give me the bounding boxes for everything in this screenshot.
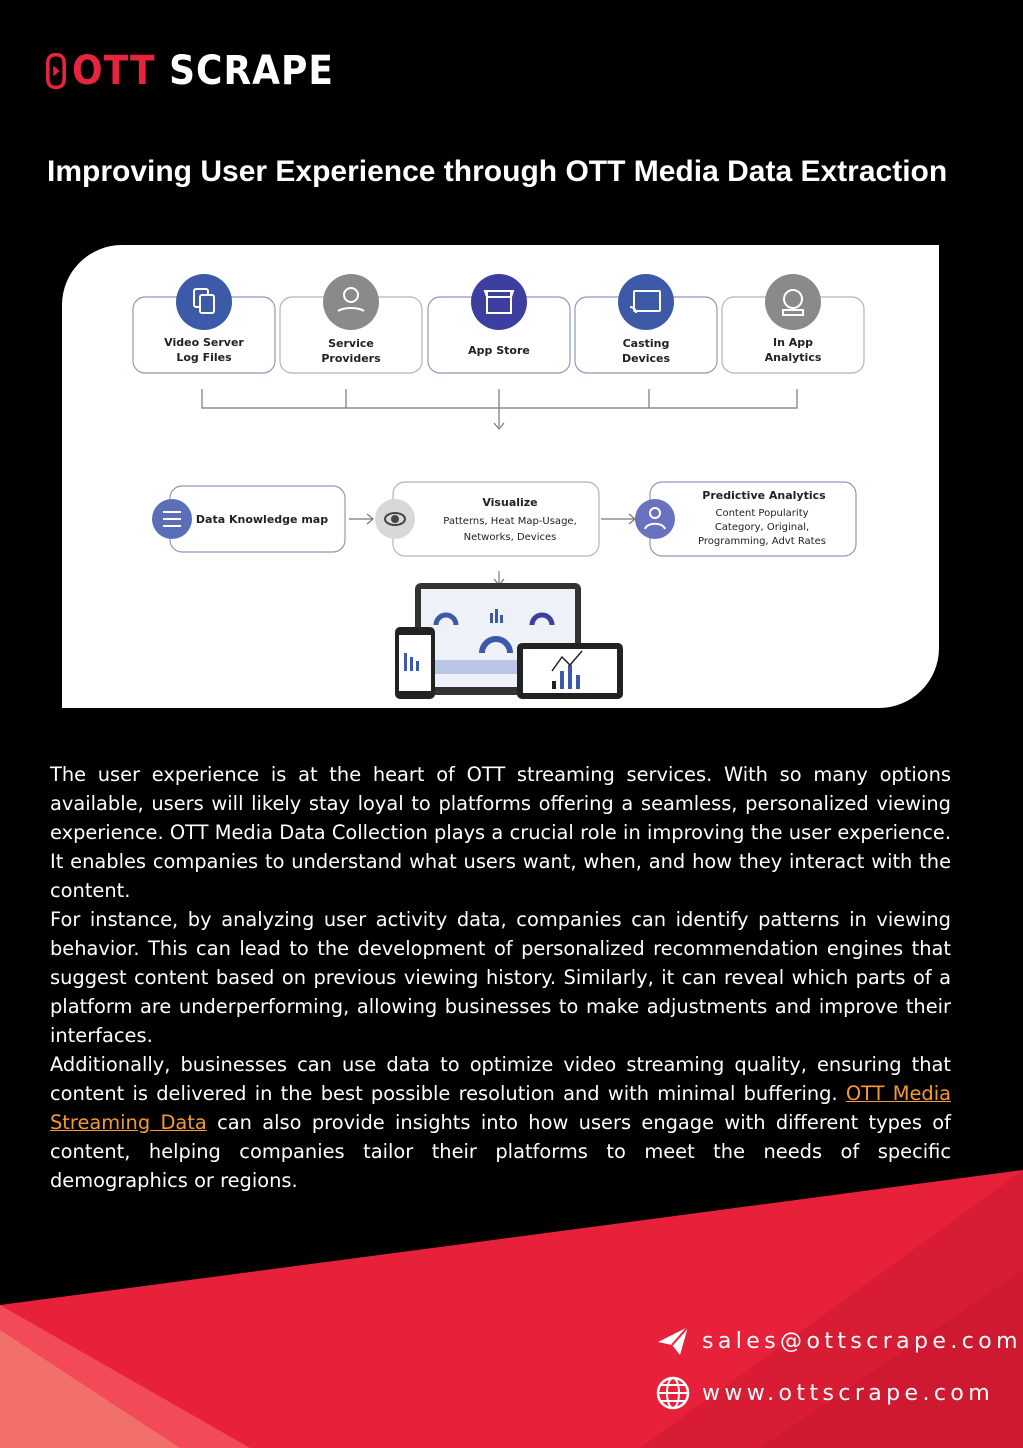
visualize-desc-line2: Networks, Devices (463, 532, 557, 543)
source-label-3-line2: Devices (621, 352, 671, 365)
source-label-4-line1: In App (772, 336, 814, 349)
source-label-1-line2: Providers (321, 352, 381, 365)
data-flow-diagram (62, 245, 939, 708)
source-label-4-line2: Analytics (764, 351, 822, 364)
paragraph-3-end: can also provide insights into how users engage with different types of content, helping companies tailor their platforms to meet the needs of specific demographics or regions. (50, 1111, 951, 1192)
predictive-title: Predictive Analytics (702, 489, 826, 502)
source-box-video-server (133, 274, 275, 373)
knowledge-map-label: Data Knowledge map (195, 513, 329, 526)
predictive-desc-line1: Content Popularity (715, 508, 809, 519)
paragraph-2: For instance, by analyzing user activity data, companies can identify patterns in viewing behavior. This can lead to the development of personalized recommendation engines that suggest content based on previous viewing history. Similarly, it can reveal which parts of a platform are underperforming, allowing businesses to make adjustments and improve their interfaces. (50, 908, 951, 1047)
website-text[interactable]: www.ottscrape.com (702, 1380, 995, 1406)
visualize-title: Visualize (482, 496, 538, 509)
source-box-casting-devices (575, 274, 717, 373)
send-icon (656, 1324, 690, 1358)
source-label-1-line1: Service (328, 337, 374, 350)
logo-text (72, 50, 334, 92)
paragraph-1: The user experience is at the heart of OTT streaming services. With so many options available, users will likely stay loyal to platforms offering a seamless, personalized viewing experience. OTT Media Data Collection plays a crucial role in improving the user experience. It enables companies to understand what users want, when, and how they interact with the content. (50, 763, 951, 902)
visualize-box (375, 482, 599, 556)
source-box-app-store (428, 274, 570, 373)
logo-play-icon (46, 51, 66, 91)
predictive-desc-line2: Category, Original, (714, 522, 810, 533)
source-box-service-providers (280, 274, 422, 373)
globe-icon (656, 1376, 690, 1410)
email-text[interactable]: sales@ottscrape.com (702, 1328, 1022, 1354)
ott-media-streaming-data-link[interactable]: OTT Media Streaming Data (50, 1082, 951, 1134)
source-label-0-line1: Video Server (164, 336, 244, 349)
logo-ott: OTT (72, 48, 156, 94)
paragraph-3-start: Additionally, businesses can use data to optimize video streaming quality, ensuring that content is delivered in the best possible resolution and with minimal buffering. (50, 1053, 951, 1105)
contact-email[interactable] (656, 1324, 1022, 1358)
visualize-desc-line1: Patterns, Heat Map-Usage, (443, 516, 577, 527)
page-title: Improving User Experience through OTT Media Data Extraction (47, 155, 948, 188)
logo-scrape: SCRAPE (169, 48, 334, 94)
predictive-desc-line3: Programming, Advt Rates (698, 536, 826, 547)
article-body (50, 760, 951, 1195)
predictive-box (635, 482, 856, 556)
source-label-2: App Store (468, 344, 530, 357)
brand-logo[interactable] (46, 50, 334, 92)
source-box-in-app-analytics (722, 274, 864, 373)
source-label-0-line2: Log Files (176, 351, 232, 364)
knowledge-map-box (152, 486, 345, 552)
contact-website[interactable] (656, 1376, 994, 1410)
devices-illustration (395, 583, 623, 699)
source-label-3-line1: Casting (622, 337, 670, 350)
